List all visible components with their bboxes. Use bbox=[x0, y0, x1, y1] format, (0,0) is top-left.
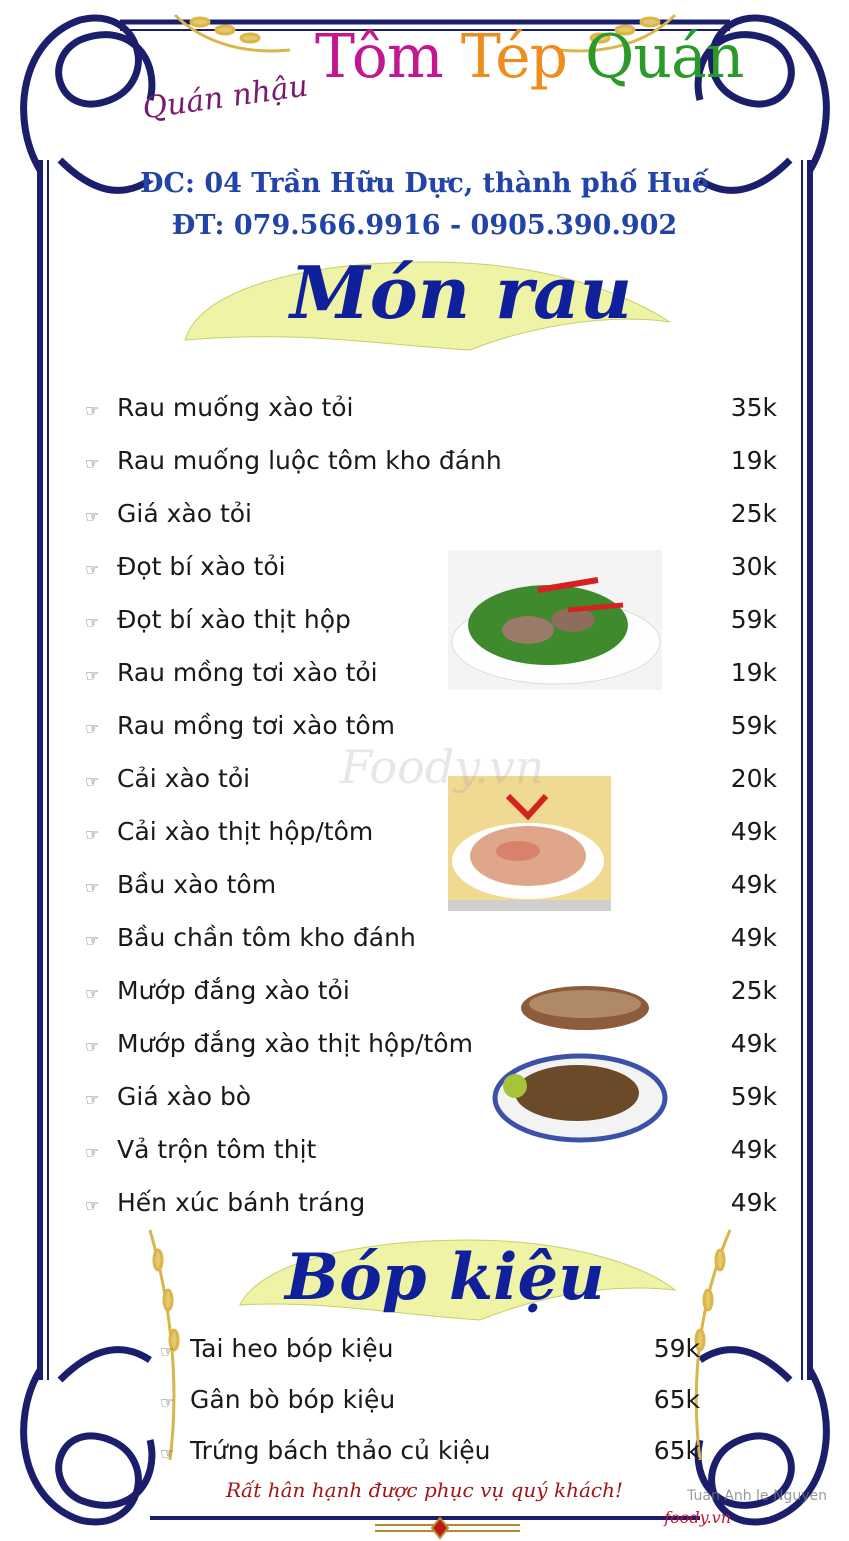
pointing-hand-icon: ☞ bbox=[85, 825, 100, 844]
menu-item bbox=[85, 393, 777, 433]
menu-item-price: 25k bbox=[730, 499, 777, 528]
pointing-hand-icon: ☞ bbox=[85, 613, 100, 632]
menu-item-name: Rau muống luộc tôm kho đánh bbox=[117, 446, 502, 475]
menu-item-price: 25k bbox=[730, 976, 777, 1005]
photo-credit: Tuan Anh le Nguyen bbox=[687, 1488, 827, 1504]
menu-item bbox=[85, 817, 777, 857]
pointing-hand-icon: ☞ bbox=[160, 1444, 175, 1463]
pointing-hand-icon: ☞ bbox=[85, 454, 100, 473]
pointing-hand-icon: ☞ bbox=[85, 560, 100, 579]
menu-item-name: Đọt bí xào tỏi bbox=[117, 552, 286, 581]
pointing-hand-icon: ☞ bbox=[85, 1090, 100, 1109]
menu-item-price: 19k bbox=[730, 446, 777, 475]
menu-item-name: Mướp đắng xào tỏi bbox=[117, 976, 350, 1005]
restaurant-type-label: Quán nhậu bbox=[140, 68, 311, 127]
menu-item bbox=[160, 1334, 700, 1374]
menu-item-price: 49k bbox=[730, 1135, 777, 1164]
pointing-hand-icon: ☞ bbox=[85, 931, 100, 950]
pointing-hand-icon: ☞ bbox=[85, 401, 100, 420]
foody-logo: foody.vn bbox=[664, 1508, 731, 1527]
menu-item-price: 49k bbox=[730, 1029, 777, 1058]
menu-item-price: 59k bbox=[730, 605, 777, 634]
menu-item bbox=[85, 870, 777, 910]
menu-item bbox=[85, 923, 777, 963]
menu-item bbox=[85, 552, 777, 592]
menu-item-name: Bầu chần tôm kho đánh bbox=[117, 923, 416, 952]
pointing-hand-icon: ☞ bbox=[85, 719, 100, 738]
menu-item-name: Rau mồng tơi xào tôm bbox=[117, 711, 396, 740]
foody-watermark: Foody.vn bbox=[340, 740, 545, 794]
menu-item-name: Giá xào tỏi bbox=[117, 499, 252, 528]
menu-item bbox=[85, 446, 777, 486]
pointing-hand-icon: ☞ bbox=[160, 1342, 175, 1361]
menu-item bbox=[85, 605, 777, 645]
menu-item-name: Rau muống xào tỏi bbox=[117, 393, 354, 422]
menu-item bbox=[85, 1082, 777, 1122]
menu-item bbox=[85, 658, 777, 698]
menu-item-name: Rau mồng tơi xào tỏi bbox=[117, 658, 378, 687]
pointing-hand-icon: ☞ bbox=[85, 984, 100, 1003]
menu-item bbox=[85, 1188, 777, 1228]
menu-item-name: Hến xúc bánh tráng bbox=[117, 1188, 366, 1217]
menu-item-name: Gân bò bóp kiệu bbox=[190, 1385, 396, 1414]
menu-item-price: 59k bbox=[730, 1082, 777, 1111]
menu-item-price: 65k bbox=[653, 1385, 700, 1414]
pointing-hand-icon: ☞ bbox=[85, 666, 100, 685]
menu-item-name: Đọt bí xào thịt hộp bbox=[117, 605, 351, 634]
menu-item-price: 49k bbox=[730, 870, 777, 899]
pointing-hand-icon: ☞ bbox=[85, 1037, 100, 1056]
menu-item-name: Bầu xào tôm bbox=[117, 870, 277, 899]
menu-item-price: 49k bbox=[730, 1188, 777, 1217]
menu-item bbox=[85, 1029, 777, 1069]
menu-item-price: 59k bbox=[653, 1334, 700, 1363]
footer-ornament bbox=[375, 1518, 520, 1538]
menu-item-price: 49k bbox=[730, 923, 777, 952]
menu-item bbox=[85, 499, 777, 539]
menu-item-name: Cải xào tỏi bbox=[117, 764, 251, 793]
menu-item-price: 59k bbox=[730, 711, 777, 740]
pointing-hand-icon: ☞ bbox=[85, 772, 100, 791]
pointing-hand-icon: ☞ bbox=[85, 1143, 100, 1162]
restaurant-name-word: Tôm bbox=[315, 22, 443, 92]
restaurant-phone: ĐT: 079.566.9916 - 0905.390.902 bbox=[171, 210, 678, 241]
menu-item-price: 19k bbox=[730, 658, 777, 687]
section-title-bop-kieu: Bóp kiệu bbox=[285, 1240, 605, 1315]
pointing-hand-icon: ☞ bbox=[160, 1393, 175, 1412]
restaurant-address: ĐC: 04 Trần Hữu Dực, thành phố Huế bbox=[139, 168, 710, 199]
menu-item-price: 49k bbox=[730, 817, 777, 846]
menu-item bbox=[160, 1385, 700, 1425]
menu-item-price: 30k bbox=[730, 552, 777, 581]
pointing-hand-icon: ☞ bbox=[85, 1196, 100, 1215]
footer-greeting: Rất hân hạnh được phục vụ quý khách! bbox=[225, 1478, 623, 1502]
menu-item-price: 65k bbox=[653, 1436, 700, 1465]
menu-item-name: Vả trộn tôm thịt bbox=[117, 1135, 317, 1164]
menu-item-name: Giá xào bò bbox=[117, 1082, 252, 1111]
pointing-hand-icon: ☞ bbox=[85, 507, 100, 526]
menu-item-name: Trứng bách thảo củ kiệu bbox=[190, 1436, 491, 1465]
pointing-hand-icon: ☞ bbox=[85, 878, 100, 897]
menu-item-price: 20k bbox=[730, 764, 777, 793]
menu-item-name: Cải xào thịt hộp/tôm bbox=[117, 817, 374, 846]
restaurant-name-word: Tép bbox=[460, 22, 568, 92]
section-title-mon-rau: Món rau bbox=[290, 250, 633, 335]
restaurant-name bbox=[315, 22, 743, 92]
menu-item bbox=[85, 1135, 777, 1175]
menu-item bbox=[160, 1436, 700, 1476]
menu-item-name: Mướp đắng xào thịt hộp/tôm bbox=[117, 1029, 473, 1058]
restaurant-name-word: Quán bbox=[585, 22, 744, 92]
menu-item-price: 35k bbox=[730, 393, 777, 422]
menu-item-name: Tai heo bóp kiệu bbox=[190, 1334, 394, 1363]
menu-item bbox=[85, 976, 777, 1016]
